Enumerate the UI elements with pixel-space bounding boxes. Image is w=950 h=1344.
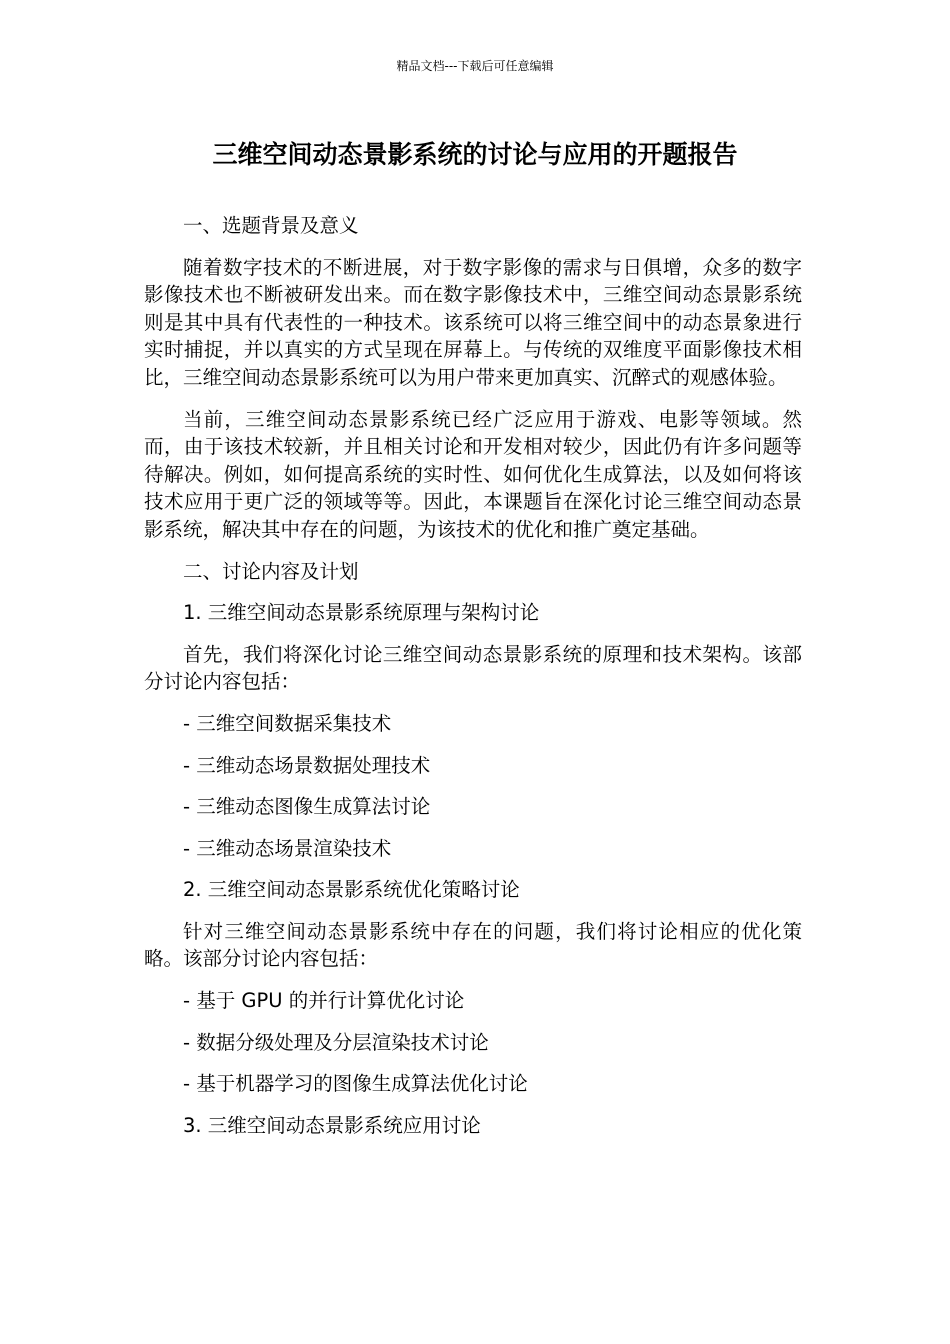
list-item: - 数据分级处理及分层渲染技术讨论 [183,1030,489,1054]
paragraph: 当前，三维空间动态景影系统已经广泛应用于游戏、电影等领域。然而，由于该技术较新，并且相关讨论和开发相对较少，因此仍有许多问题等待解决。例如，如何提高系统的实时性、如何优化生成算法，以及如何将该技术应用于更广泛的领域等等。因此，本课题旨在深化讨论三维空间动态景影系统，解决其中存在的问题，为该技术的优化和推广奠定基础。 [144,407,802,541]
subsection-heading-3: 3. 三维空间动态景影系统应用讨论 [183,1113,481,1137]
list-item: - 三维动态场景数据处理技术 [183,753,431,777]
list-item: - 基于机器学习的图像生成算法优化讨论 [183,1072,528,1096]
page-header: 精品文档---下载后可任意编辑 [396,59,554,73]
section-heading-2: 二、讨论内容及计划 [183,559,359,583]
list-item: - 三维空间数据采集技术 [183,711,392,735]
list-item: - 三维动态图像生成算法讨论 [183,795,431,819]
subsection-heading-2: 2. 三维空间动态景影系统优化策略讨论 [183,878,520,902]
document-body [144,212,802,1153]
paragraph: 首先，我们将深化讨论三维空间动态景影系统的原理和技术架构。该部分讨论内容包括： [144,642,802,694]
page-title: 三维空间动态景影系统的讨论与应用的开题报告 [212,140,738,169]
paragraph: 随着数字技术的不断进展，对于数字影像的需求与日俱增，众多的数字影像技术也不断被研发出来。而在数字影像技术中，三维空间动态景影系统则是其中具有代表性的一种技术。该系统可以将三维空间中的动态景象进行实时捕捉，并以真实的方式呈现在屏幕上。与传统的双维度平面影像技术相比，三维空间动态景影系统可以为用户带来更加真实、沉醉式的观感体验。 [144,255,802,389]
list-item: - 基于 GPU 的并行计算优化讨论 [183,989,465,1013]
paragraph: 针对三维空间动态景影系统中存在的问题，我们将讨论相应的优化策略。该部分讨论内容包括： [144,919,802,971]
subsection-heading-1: 1. 三维空间动态景影系统原理与架构讨论 [183,601,540,625]
section-heading-1: 一、选题背景及意义 [183,214,359,237]
list-item: - 三维动态场景渲染技术 [183,836,392,860]
